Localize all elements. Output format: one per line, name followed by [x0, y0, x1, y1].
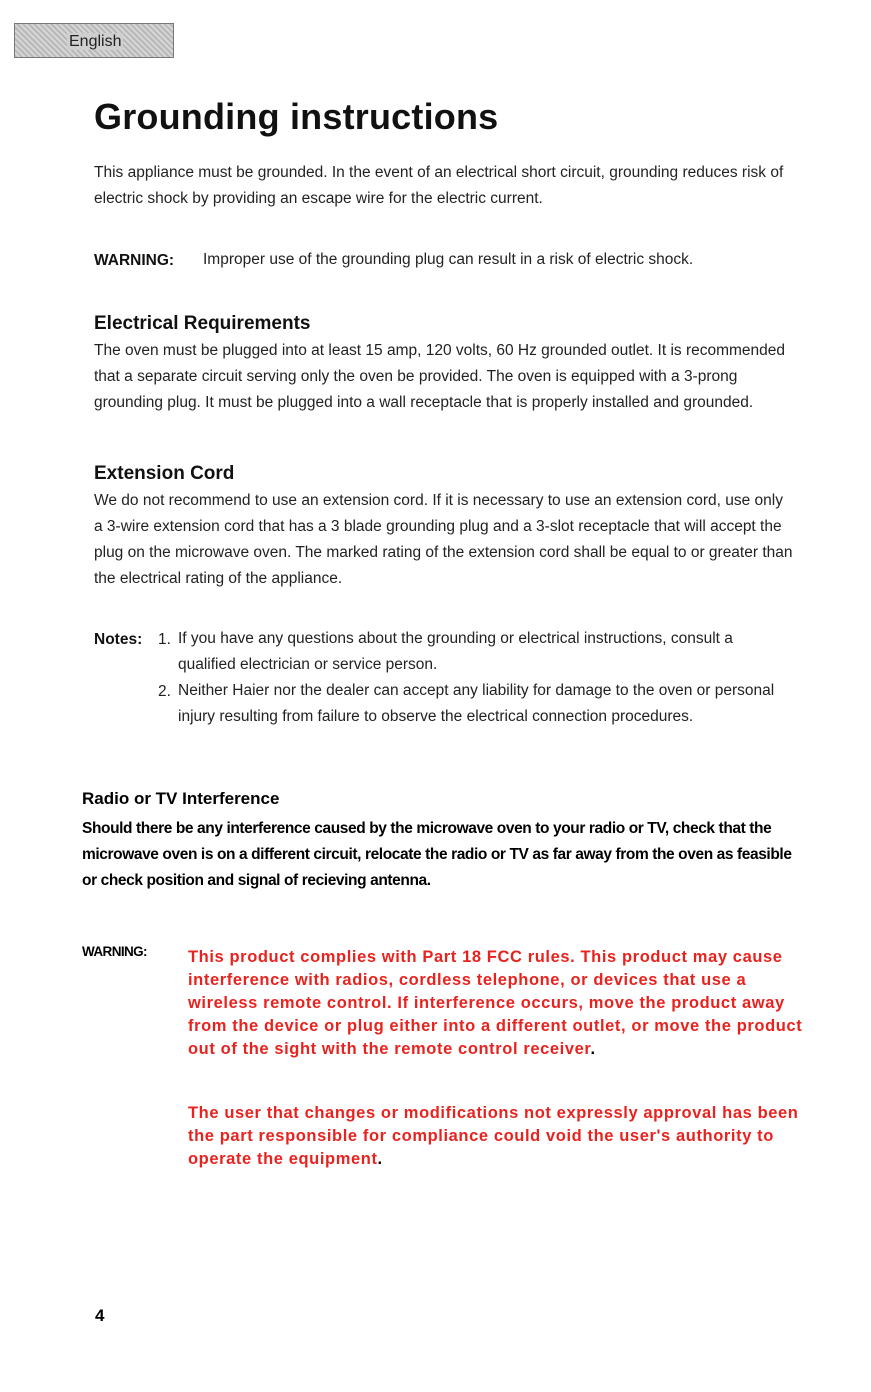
note-1-text: If you have any questions about the grounding or electrical instructions, consult a qualified electrician or service person.: [178, 630, 733, 673]
note-1-number: 1.: [158, 631, 171, 648]
electrical-heading: Electrical Requirements: [94, 313, 311, 334]
electrical-text: The oven must be plugged into at least 15 amp, 120 volts, 60 Hz grounded outlet. It is recommended that a separate circuit serving only the oven be provided. The oven is equipped with a 3-prong grounding plug. It must be plugged into a wall receptacle that is properly installed and grounded.: [94, 342, 786, 411]
notes-label: Notes:: [94, 631, 143, 648]
language-label: English: [69, 33, 122, 50]
page-number: 4: [95, 1306, 105, 1325]
note-2-text: Neither Haier nor the dealer can accept any liability for damage to the oven or personal injury resulting from failure to observe the electrical connection procedures.: [178, 682, 775, 725]
radio-heading: Radio or TV Interference: [82, 789, 280, 808]
fcc-text-2-period: .: [377, 1150, 383, 1168]
warning-text: Improper use of the grounding plug can result in a risk of electric shock.: [203, 251, 694, 268]
extension-heading: Extension Cord: [94, 463, 235, 484]
warning-label: WARNING:: [94, 252, 175, 269]
radio-text: Should there be any interference caused by the microwave oven to your radio or TV, check that the microwave oven is on a different circuit, relocate the radio or TV as far away from the oven as feasible or check position and signal of recieving antenna.: [82, 820, 792, 889]
intro-text: This appliance must be grounded. In the event of an electrical short circuit, grounding reduces risk of electric shock by providing an escape wire for the electric current.: [94, 164, 784, 207]
page-title: Grounding instructions: [94, 96, 499, 137]
user-authority-text: [188, 1102, 808, 1171]
fcc-text-2: The user that changes or modifications not expressly approval has been the part responsible for compliance could void the user's authority to operate the equipment: [188, 1104, 799, 1168]
warning2-label: WARNING:: [82, 944, 147, 959]
fcc-text-1-period: .: [590, 1040, 596, 1058]
fcc-text-1: This product complies with Part 18 FCC rules. This product may cause interference with radios, cordless telephone, or devices that use a wireless remote control. If interference occurs, move the product away from the device or plug either into a different outlet, or move the product out of the sight with the remote control receiver: [188, 948, 803, 1058]
fcc-compliance-text: [188, 946, 808, 1061]
extension-text: We do not recommend to use an extension cord. If it is necessary to use an extension cord, use only a 3-wire extension cord that has a 3 blade grounding plug and a 3-slot receptacle that will accept the plug on the microwave oven. The marked rating of the extension cord shall be equal to or greater than the electrical rating of the appliance.: [94, 492, 793, 587]
note-2-number: 2.: [158, 683, 171, 700]
language-tab: [14, 23, 174, 58]
